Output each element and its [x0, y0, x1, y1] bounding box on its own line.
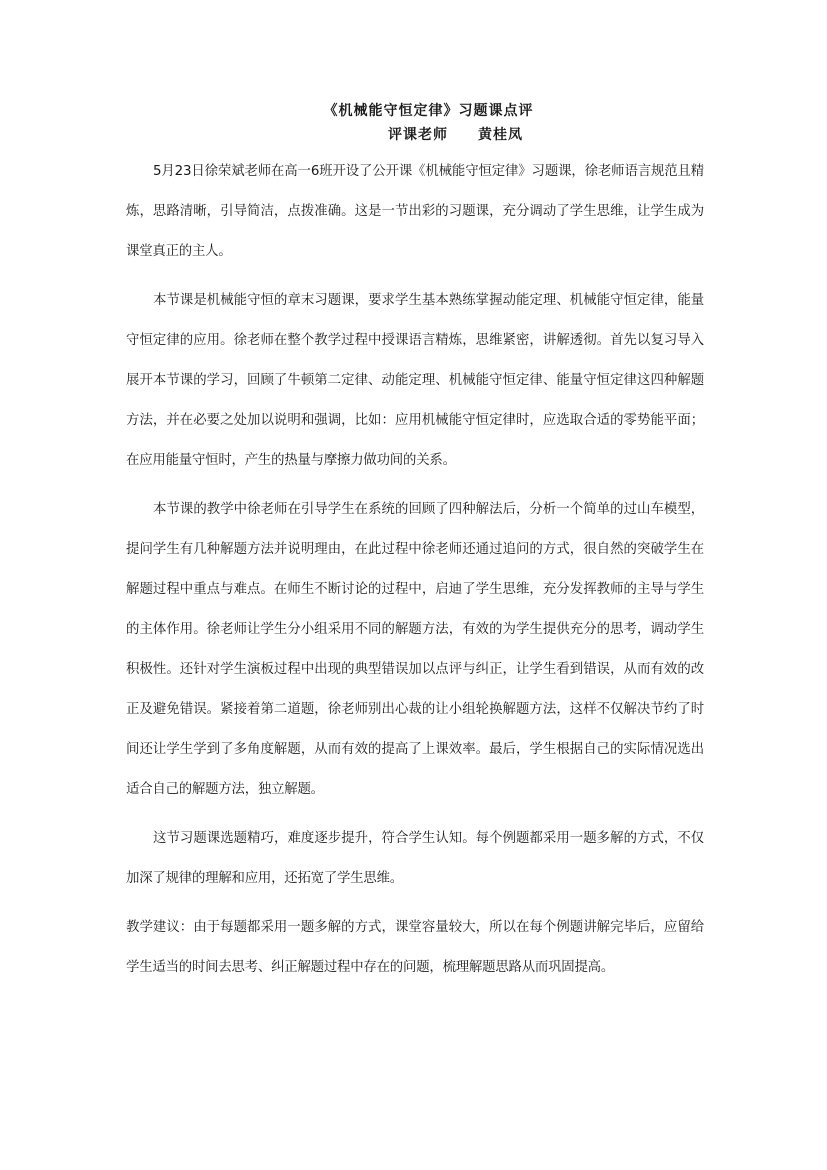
- paragraph-suggestion: 教学建议：由于每题都采用一题多解的方式，课堂容量较大，所以在每个例题讲解完毕后，应留给学生适当的时间去思考、纠正解题过程中存在的问题，梳理解题思路从而巩固提高。: [126, 920, 704, 975]
- paragraph-review: 本节课是机械能守恒的章末习题课，要求学生基本熟练掌握动能定理、机械能守恒定律，能量守恒定律的应用。徐老师在整个教学过程中授课语言精炼，思维紧密，讲解透彻。首先以复习导入展开本节课的学习，回顾了牛顿第二定律、动能定理、机械能守恒定律、能量守恒定律这四种解题方法，并在必要之处加以说明和强调，比如：应用机械能守恒定律时，应选取合适的零势能平面；在应用能量守恒时，产生的热量与摩擦力做功间的关系。: [126, 293, 704, 468]
- document-title: 《机械能守恒定律》习题课点评: [323, 103, 534, 119]
- paragraph-intro: 5月23日徐荣斌老师在高一6班开设了公开课《机械能守恒定律》习题课，徐老师语言规范且精炼，思路清晰，引导简洁，点拨准确。这是一节出彩的习题课，充分调动了学生思维，让学生成为课堂真正的主人。: [126, 164, 704, 259]
- reviewer-label: 评课老师: [388, 127, 448, 143]
- paragraph-teaching: 本节课的教学中徐老师在引导学生在系统的回顾了四种解法后，分析一个简单的过山车模型，提问学生有几种解题方法并说明理由，在此过程中徐老师还通过追问的方式，很自然的突破学生在解题过程中重点与难点。在师生不断讨论的过程中，启迪了学生思维，充分发挥教师的主导与学生的主体作用。徐老师让学生分小组采用不同的解题方法，有效的为学生提供充分的思考，调动学生积极性。还针对学生演板过程中出现的典型错误加以点评与纠正，让学生看到错误，从而有效的改正及避免错误。紧接着第二道题，徐老师别出心裁的让小组轮换解题方法，这样不仅解决节约了时间还让学生学到了多角度解题，从而有效的提高了上课效率。最后，学生根据自己的实际情况选出适合自己的解题方法，独立解题。: [126, 502, 704, 797]
- reviewer-name: 黄桂凤: [478, 127, 523, 143]
- document-body: [126, 152, 704, 997]
- paragraph-selection: 这节习题课选题精巧，难度逐步提升，符合学生认知。每个例题都采用一题多解的方式，不仅加深了规律的理解和应用，还拓宽了学生思维。: [126, 831, 704, 886]
- reviewer-line: [388, 124, 523, 144]
